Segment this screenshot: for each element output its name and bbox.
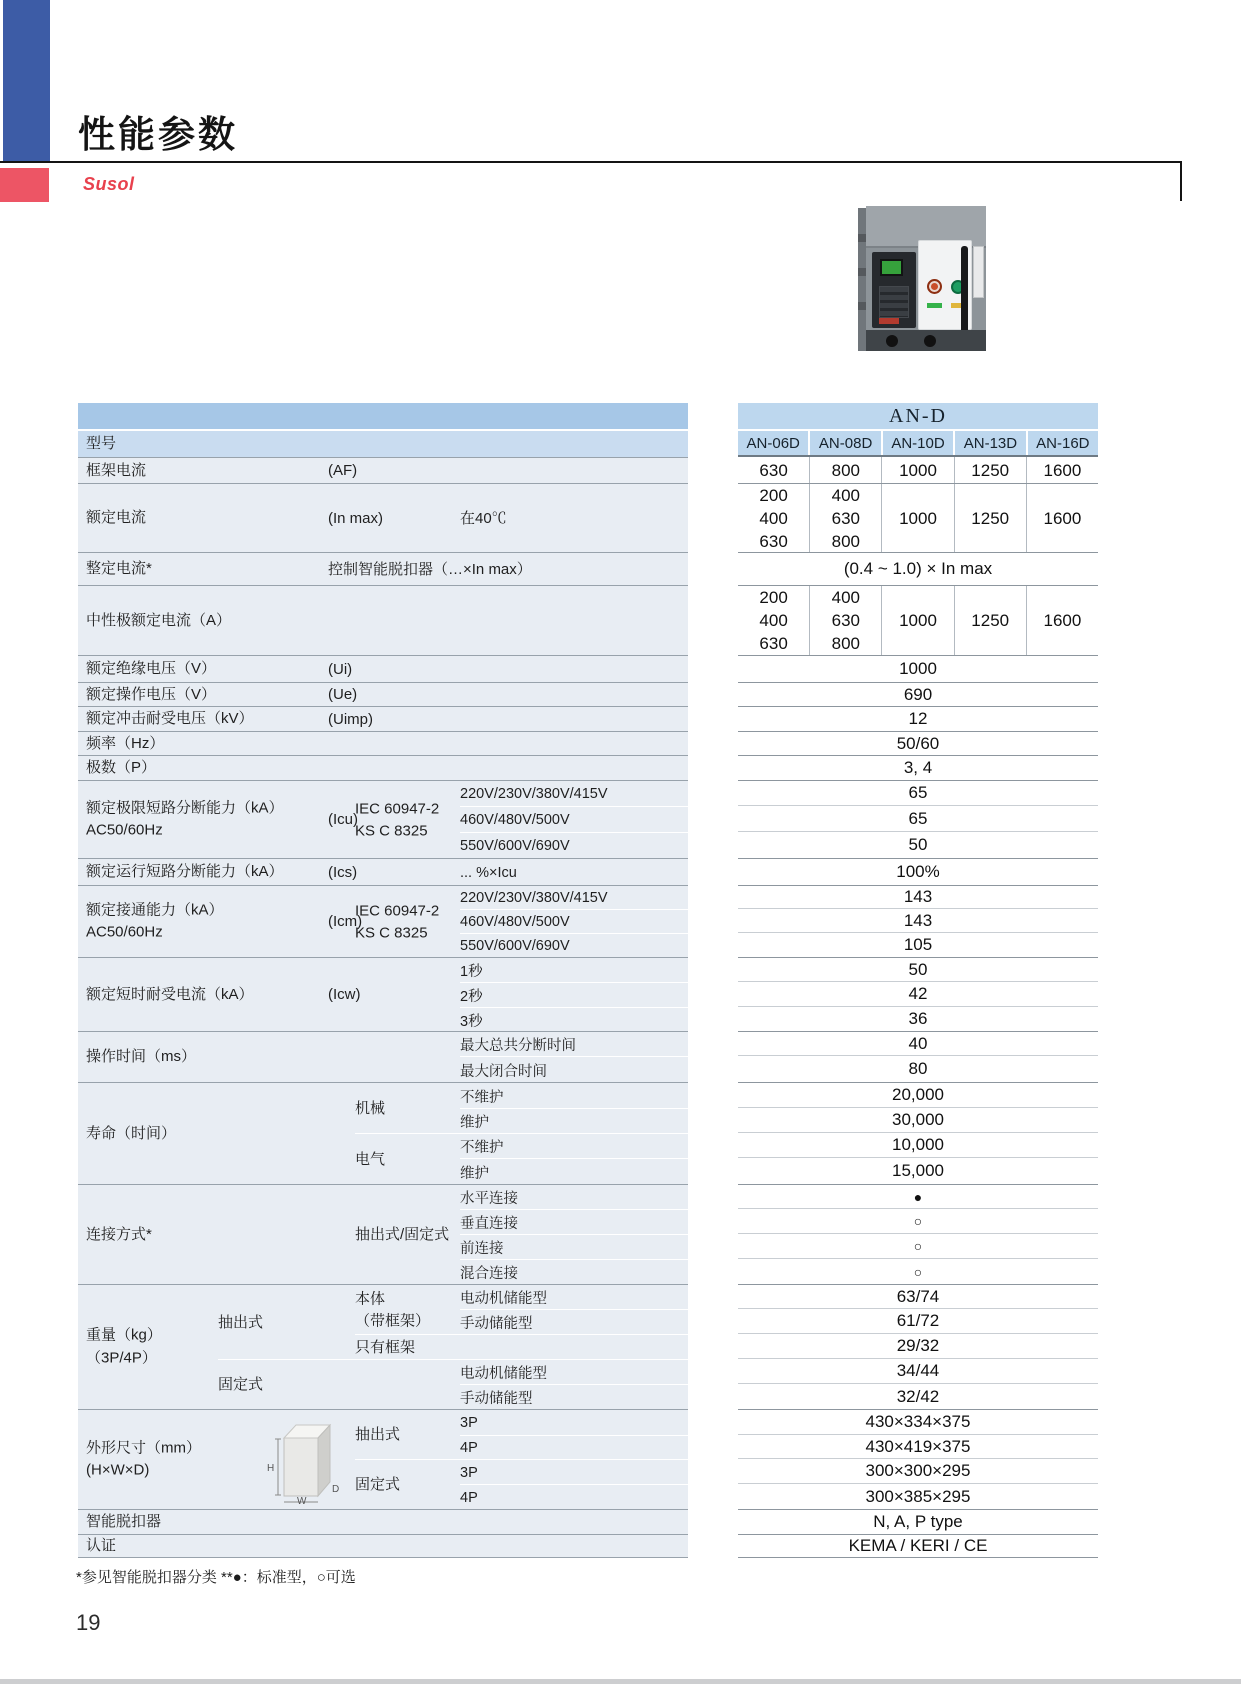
row-label: 重量（kg） （3P/4P） <box>86 1326 162 1366</box>
value-cell: 1250 <box>955 457 1027 483</box>
dim-h-label: H <box>267 1463 275 1474</box>
row-subitem: 电动机储能型 <box>460 1291 547 1307</box>
row-subitem: 1秒 <box>460 964 483 980</box>
row-sublabel: 机械 <box>355 1099 386 1117</box>
footnote: *参见智能脱扣器分类 **●：标准型，○可选 <box>76 1569 356 1586</box>
value-row <box>738 1284 1098 1309</box>
page-bottom-strip <box>0 1679 1241 1684</box>
page-number: 19 <box>76 1610 101 1635</box>
spec-group-ics-service-breaking-capacity <box>78 858 688 885</box>
row-sublabel: (AF) <box>328 462 358 480</box>
value-row <box>738 552 1098 585</box>
column-header: AN-08D <box>810 431 882 455</box>
row-sublabel: (Uimp) <box>328 710 373 728</box>
value-row <box>738 1184 1098 1209</box>
values-group-weight <box>738 1284 1098 1409</box>
row-subitem: 最大总共分断时间 <box>460 1038 576 1054</box>
status-indicator-green <box>927 303 942 308</box>
values-group-certification <box>738 1534 1098 1558</box>
breaker-front-panel <box>918 240 972 330</box>
row-sublabel: (Icw) <box>328 986 361 1004</box>
value-row <box>738 780 1098 806</box>
values-group-rated-insulation-voltage <box>738 655 1098 682</box>
value-merged: 42 <box>908 984 928 1003</box>
value-merged: (0.4 ~ 1.0) × In max <box>843 559 993 578</box>
title-rule <box>0 161 1182 163</box>
breaker-knob-icon <box>924 335 936 347</box>
values-group-rated-operational-voltage <box>738 682 1098 706</box>
spec-group-rated-impulse-withstand-voltage <box>78 706 688 731</box>
row-subitem: 不维护 <box>460 1089 504 1106</box>
value-row <box>738 1234 1098 1259</box>
column-header: AN-16D <box>1028 431 1098 455</box>
row-subitem: 电动机储能型 <box>460 1366 547 1382</box>
value-merged: 61/72 <box>896 1311 940 1330</box>
value-row <box>738 1334 1098 1359</box>
dim-d-label: D <box>332 1484 340 1495</box>
row-subitem: 3秒 <box>460 1013 483 1030</box>
value-merged: 50 <box>908 959 928 979</box>
row-label: 认证 <box>86 1536 117 1554</box>
value-row <box>738 483 1098 552</box>
value-cell: 1250 <box>955 484 1027 552</box>
value-row <box>738 682 1098 706</box>
spec-group-intelligent-trip-relay <box>78 1509 688 1534</box>
row-sublabel: (Icm) <box>328 913 363 931</box>
breaker-base <box>866 330 986 351</box>
row-label: 型号 <box>86 434 117 452</box>
value-row <box>738 1056 1098 1082</box>
row-subitem: 4P <box>460 1489 478 1506</box>
spec-group-rated-current <box>78 483 688 552</box>
row-label: 寿命（时间） <box>86 1124 177 1142</box>
value-row <box>738 832 1098 858</box>
value-row <box>738 1082 1098 1108</box>
value-row <box>738 755 1098 780</box>
value-merged: KEMA / KERI / CE <box>848 1536 988 1555</box>
row-label: 额定运行短路分断能力（kA） <box>86 862 284 880</box>
value-merged: 40 <box>908 1033 928 1053</box>
value-merged: 690 <box>903 684 933 704</box>
row-sublabel: 固定式 <box>218 1376 264 1394</box>
title-rule-corner <box>1180 161 1182 201</box>
row-sublabel: IEC 60947-2 KS C 8325 <box>355 800 440 839</box>
value-merged: 80 <box>908 1059 928 1078</box>
value-row <box>738 933 1098 957</box>
value-cell: 1600 <box>1043 508 1082 528</box>
value-row <box>738 1384 1098 1409</box>
corner-red-block <box>0 168 49 202</box>
value-merged: 34/44 <box>896 1361 940 1380</box>
value-row <box>738 1509 1098 1534</box>
breaker-keypad <box>879 286 909 318</box>
breaker-knob-icon <box>886 335 898 347</box>
row-subitem: 前连接 <box>460 1241 504 1257</box>
value-cell: 400 630 800 <box>810 586 882 655</box>
value-merged: 63/74 <box>896 1286 940 1306</box>
row-subitem: 最大闭合时间 <box>460 1063 547 1080</box>
row-subitem: 3P <box>460 1464 478 1481</box>
row-label: 额定电流 <box>86 508 147 526</box>
value-merged: 3, 4 <box>903 758 933 777</box>
row-label: 连接方式* <box>86 1225 152 1243</box>
value-merged: ○ <box>913 1238 923 1254</box>
value-cell: 400 630 800 <box>810 484 882 552</box>
spec-group-setting-current <box>78 552 688 585</box>
value-merged: 30,000 <box>892 1110 944 1129</box>
value-merged: 100% <box>896 862 940 881</box>
value-row <box>738 1435 1098 1459</box>
value-row <box>738 1359 1098 1384</box>
value-merged: 36 <box>908 1009 928 1028</box>
value-merged: 15,000 <box>892 1161 944 1180</box>
row-sublabel: 固定式 <box>355 1476 401 1494</box>
spec-table-labels <box>78 403 688 1558</box>
value-cell: 200 400 630 <box>738 586 810 655</box>
value-row <box>738 909 1098 933</box>
row-sublabel: (Icu) <box>328 811 358 829</box>
values-group-frequency <box>738 731 1098 755</box>
spec-group-life <box>78 1082 688 1184</box>
value-row <box>738 1007 1098 1031</box>
column-header: AN-10D <box>883 431 955 455</box>
value-merged: 65 <box>908 808 928 828</box>
breaker-panel-tag <box>879 318 899 324</box>
value-row <box>738 1158 1098 1184</box>
value-merged: N, A, P type <box>873 1512 963 1531</box>
values-group-neutral-pole-rated-current <box>738 585 1098 655</box>
values-group-ics-service-breaking-capacity <box>738 858 1098 885</box>
value-merged: 50/60 <box>896 733 940 753</box>
value-cell: 1000 <box>882 484 954 552</box>
value-merged: 32/42 <box>896 1386 940 1406</box>
row-subitem: 手动储能型 <box>460 1391 533 1407</box>
row-label: 整定电流* <box>86 559 152 577</box>
value-row <box>738 1259 1098 1284</box>
row-subitem: 垂直连接 <box>460 1216 518 1232</box>
page-title: 性能参数 <box>78 114 238 155</box>
value-merged: 1000 <box>899 659 937 678</box>
value-merged: 65 <box>908 783 928 802</box>
value-cell: 1000 <box>882 586 954 655</box>
row-label: 额定接通能力（kA） AC50/60Hz <box>86 901 224 941</box>
value-merged: 50 <box>908 835 928 854</box>
row-subitem: 水平连接 <box>460 1191 518 1207</box>
values-group-icm-making-capacity <box>738 885 1098 957</box>
row-label: 频率（Hz） <box>86 734 165 752</box>
value-row <box>738 706 1098 731</box>
row-label: 额定操作电压（V） <box>86 685 217 703</box>
row-subitem: 4P <box>460 1440 478 1456</box>
row-sublabel: 抽出式 <box>218 1313 264 1331</box>
values-group-rated-impulse-withstand-voltage <box>738 706 1098 731</box>
corner-blue-block <box>3 0 50 163</box>
spec-group-icu-ultimate-breaking-capacity <box>78 780 688 858</box>
spec-group-icm-making-capacity <box>78 885 688 957</box>
value-cell: 800 <box>810 457 882 483</box>
brand-logo: Susol <box>83 174 135 194</box>
value-merged: 143 <box>903 887 933 906</box>
column-headers <box>738 431 1098 457</box>
value-cell: 1600 <box>1043 611 1082 630</box>
value-row <box>738 858 1098 885</box>
value-cell: 200 400 630 <box>738 484 810 552</box>
row-subitem: ... %×Icu <box>460 864 517 881</box>
value-row <box>738 1209 1098 1234</box>
row-label: 极数（P） <box>86 758 157 776</box>
row-subitem: 维护 <box>460 1165 489 1182</box>
value-row <box>738 885 1098 909</box>
spec-group-operating-time <box>78 1031 688 1082</box>
values-group-life <box>738 1082 1098 1184</box>
spec-group-neutral-pole-rated-current <box>78 585 688 655</box>
value-cell: 1000 <box>882 457 954 483</box>
row-sublabel: (Ics) <box>328 863 358 881</box>
row-sublabel: (In max) <box>328 509 384 527</box>
value-merged: 300×300×295 <box>865 1461 971 1480</box>
row-sublabel: 控制智能脱扣器（…×In max） <box>328 560 532 578</box>
row-label: 外形尺寸（mm） (H×W×D) <box>86 1439 201 1479</box>
row-subitem: 220V/230V/380V/415V <box>460 786 608 802</box>
row-sublabel: 在40℃ <box>460 509 507 527</box>
values-group-poles <box>738 755 1098 780</box>
values-group-dimensions <box>738 1409 1098 1509</box>
row-subitem: 550V/600V/690V <box>460 938 570 954</box>
spec-group-poles <box>78 755 688 780</box>
row-sublabel: 只有框架 <box>355 1338 416 1356</box>
series-header: AN-D <box>738 403 1098 431</box>
row-sublabel: (Ue) <box>328 686 358 704</box>
breaker-display <box>880 259 903 276</box>
value-merged: 10,000 <box>892 1135 944 1154</box>
row-subitem: 460V/480V/500V <box>460 914 570 930</box>
value-row <box>738 957 1098 982</box>
row-subitem: 550V/600V/690V <box>460 838 570 854</box>
row-subitem: 220V/230V/380V/415V <box>460 890 608 906</box>
spec-group-certification <box>78 1534 688 1558</box>
row-subitem: 不维护 <box>460 1140 504 1156</box>
spec-group-dimensions <box>78 1409 688 1509</box>
values-group-icu-ultimate-breaking-capacity <box>738 780 1098 858</box>
value-merged: ● <box>913 1188 923 1205</box>
value-row <box>738 1031 1098 1056</box>
row-subitem <box>460 1335 688 1360</box>
value-row <box>738 806 1098 832</box>
values-group-model <box>738 431 1098 457</box>
value-merged: 105 <box>903 935 933 954</box>
value-cell: 1250 <box>955 586 1027 655</box>
spec-group-rated-insulation-voltage <box>78 655 688 682</box>
values-group-intelligent-trip-relay <box>738 1509 1098 1534</box>
value-cell: 630 <box>738 457 810 483</box>
value-merged: 29/32 <box>896 1336 940 1355</box>
value-row <box>738 585 1098 655</box>
row-subitem: 460V/480V/500V <box>460 812 570 828</box>
value-row <box>738 1409 1098 1435</box>
value-row <box>738 1534 1098 1558</box>
spec-group-frequency <box>78 731 688 755</box>
value-merged: ○ <box>913 1213 923 1229</box>
column-header: AN-06D <box>738 431 810 455</box>
spec-group-frame-current <box>78 457 688 483</box>
dim-w-label: W <box>297 1496 307 1506</box>
values-group-frame-current <box>738 457 1098 483</box>
value-row <box>738 982 1098 1007</box>
value-cell: 1600 <box>1043 460 1082 480</box>
value-merged: 20,000 <box>892 1085 944 1104</box>
value-row <box>738 655 1098 682</box>
row-subitem: 手动储能型 <box>460 1316 533 1332</box>
value-merged: ○ <box>913 1263 923 1280</box>
values-group-setting-current <box>738 552 1098 585</box>
value-row <box>738 1108 1098 1133</box>
values-group-icw-short-time-withstand-current <box>738 957 1098 1031</box>
off-button-icon <box>927 279 942 294</box>
row-label: 中性极额定电流（A） <box>86 611 232 629</box>
row-label: 额定绝缘电压（V） <box>86 659 217 677</box>
dimension-box-icon <box>266 1412 342 1506</box>
value-merged: 430×334×375 <box>865 1412 971 1431</box>
row-sublabel: (Ui) <box>328 660 353 678</box>
row-label: 额定冲击耐受电压（kV） <box>86 709 254 727</box>
row-sublabel: 抽出式 <box>355 1426 401 1444</box>
row-sublabel: 电气 <box>355 1150 386 1168</box>
product-photo <box>858 206 986 351</box>
row-sublabel: 抽出式/固定式 <box>355 1226 450 1244</box>
value-row <box>738 1484 1098 1509</box>
value-row <box>738 457 1098 483</box>
value-row <box>738 1309 1098 1334</box>
row-label: 操作时间（ms） <box>86 1047 196 1065</box>
row-label: 额定短时耐受电流（kA） <box>86 985 254 1003</box>
value-merged: 143 <box>903 910 933 930</box>
row-label: 智能脱扣器 <box>86 1512 162 1530</box>
row-label: 框架电流 <box>86 461 147 479</box>
spec-group-weight <box>78 1284 688 1409</box>
row-subitem: 混合连接 <box>460 1266 518 1282</box>
value-merged: 430×419×375 <box>865 1436 971 1456</box>
values-group-rated-current <box>738 483 1098 552</box>
spec-table-values <box>738 403 1098 1558</box>
row-label: 额定极限短路分断能力（kA） AC50/60Hz <box>86 799 284 839</box>
value-merged: 300×385×295 <box>865 1486 971 1506</box>
row-subitem: 3P <box>460 1415 478 1431</box>
spec-group-rated-operational-voltage <box>78 682 688 706</box>
column-header: AN-13D <box>955 431 1027 455</box>
spec-group-model <box>78 431 688 457</box>
left-table-header-band <box>78 403 688 431</box>
row-subitem: 维护 <box>460 1115 489 1131</box>
value-row <box>738 1459 1098 1484</box>
breaker-side-label <box>973 246 984 298</box>
spec-group-connection-type <box>78 1184 688 1284</box>
value-row <box>738 1133 1098 1158</box>
row-subitem: 2秒 <box>460 989 483 1005</box>
values-group-operating-time <box>738 1031 1098 1082</box>
values-group-connection-type <box>738 1184 1098 1284</box>
row-sublabel: IEC 60947-2 KS C 8325 <box>355 902 440 941</box>
row-sublabel: 本体 （带框架） <box>355 1290 431 1329</box>
value-row <box>738 731 1098 755</box>
spec-group-icw-short-time-withstand-current <box>78 957 688 1031</box>
breaker-control-panel <box>872 252 916 328</box>
value-merged: 12 <box>908 709 928 728</box>
